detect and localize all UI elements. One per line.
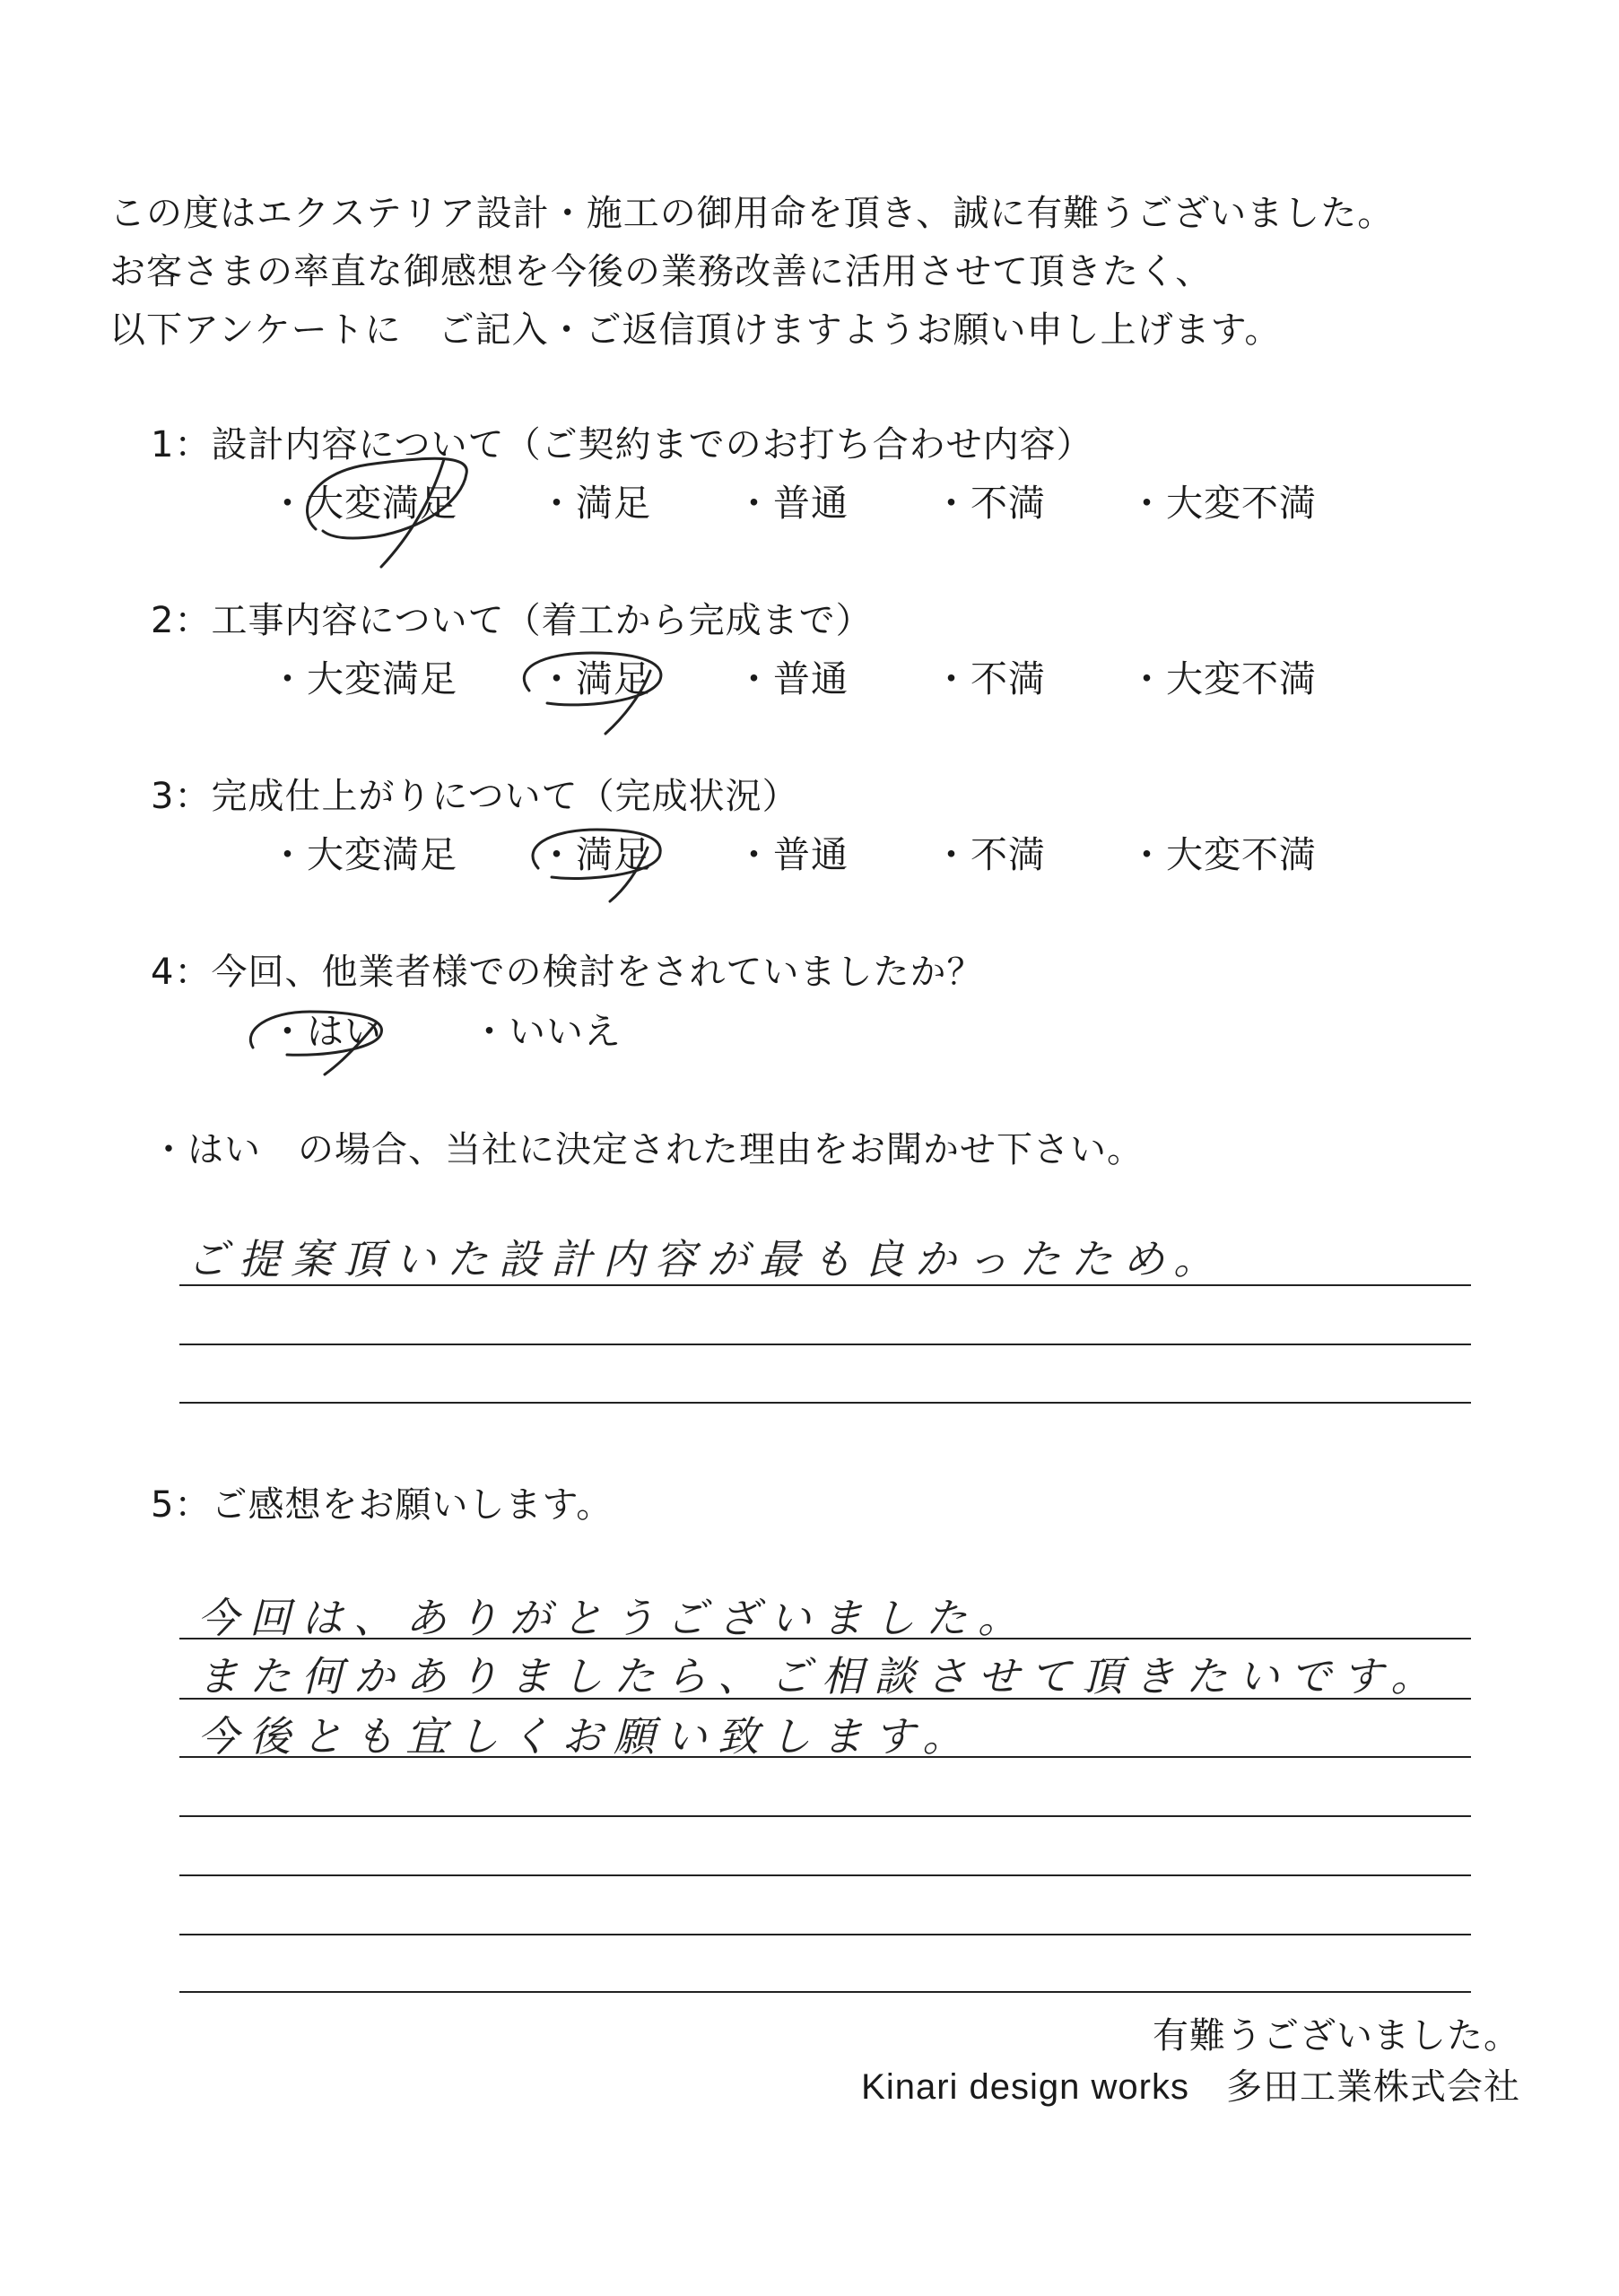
q2-selection-circle (524, 653, 661, 734)
question-2-label: 2：工事内容について（着工から完成まで） (151, 600, 873, 641)
q2-option-satisfied[interactable]: ・満足 (538, 657, 651, 700)
intro-line-2: お客さまの率直な御感想を今後の業務改善に活用させて頂きたく、 (109, 251, 1213, 292)
q2-option-very-satisfied[interactable]: ・大変満足 (269, 657, 457, 700)
question-5-label: 5：ご感想をお願いします。 (151, 1484, 614, 1526)
impression-line-3-handwritten: 今後とも宜しくお願い致します。 (197, 1712, 975, 1761)
impression-line-1-handwritten: 今回は、ありがとうございました。 (197, 1594, 1030, 1642)
q1-option-dissatisfied[interactable]: ・不満 (933, 482, 1046, 525)
closing-thanks: 有難うございました。 (1153, 2015, 1520, 2057)
q3-selection-circle (533, 830, 660, 901)
question-1-label: 1：設計内容について（ご契約までのお打ち合わせ内容） (151, 424, 1093, 465)
q4-option-no[interactable]: ・いいえ (471, 1010, 622, 1053)
intro-line-3: 以下アンケートに ご記入・ご返信頂けますようお願い申し上げます。 (109, 309, 1282, 351)
intro-line-1: この度はエクステリア設計・施工の御用命を頂き、誠に有難うございました。 (109, 193, 1395, 234)
q4-selection-circle (250, 1012, 381, 1074)
q1-option-very-dissatisfied[interactable]: ・大変不満 (1128, 482, 1317, 525)
q2-option-dissatisfied[interactable]: ・不満 (933, 657, 1046, 700)
reason-answer-handwritten: ご提案頂いた設計内容が最も良かったため。 (187, 1235, 1226, 1283)
company-name: Kinari design works 多田工業株式会社 (861, 2067, 1520, 2107)
q2-option-normal[interactable]: ・普通 (736, 657, 849, 700)
q3-option-very-dissatisfied[interactable]: ・大変不満 (1128, 833, 1317, 876)
q3-option-very-satisfied[interactable]: ・大変満足 (269, 833, 457, 876)
q3-option-normal[interactable]: ・普通 (736, 833, 849, 876)
reason-label: ・はい の場合、当社に決定された理由をお聞かせ下さい。 (151, 1129, 1144, 1170)
q3-option-satisfied[interactable]: ・満足 (538, 833, 651, 876)
question-4-label: 4：今回、他業者様での検討をされていましたか？ (151, 952, 984, 993)
q3-option-dissatisfied[interactable]: ・不満 (933, 833, 1046, 876)
question-3-label: 3：完成仕上がりについて（完成状況） (151, 776, 799, 817)
q1-selection-circle (308, 458, 467, 567)
q1-option-normal[interactable]: ・普通 (736, 482, 849, 525)
q1-option-very-satisfied[interactable]: ・大変満足 (269, 482, 457, 525)
q2-option-very-dissatisfied[interactable]: ・大変不満 (1128, 657, 1317, 700)
q4-option-yes[interactable]: ・はい (269, 1010, 382, 1053)
impression-line-2-handwritten: また何かありましたら、ご相談させて頂きたいです。 (197, 1652, 1443, 1700)
q1-option-satisfied[interactable]: ・満足 (538, 482, 651, 525)
